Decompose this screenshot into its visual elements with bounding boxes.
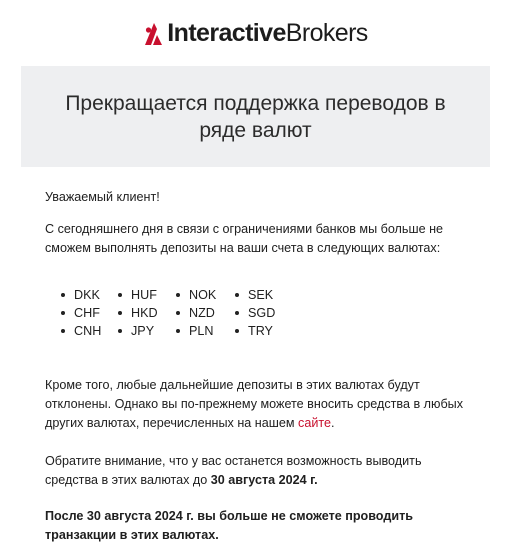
- currency-code: HKD: [131, 305, 158, 320]
- currency-item: [176, 286, 235, 304]
- brand-name-light: Brokers: [285, 18, 368, 47]
- bullet-icon: [176, 329, 180, 333]
- currency-item: [118, 304, 176, 322]
- bullet-icon: [118, 329, 122, 333]
- withdrawal-paragraph: [45, 452, 475, 490]
- hero-banner: [21, 66, 490, 167]
- brand-logo[interactable]: [143, 20, 367, 46]
- currency-code: DKK: [74, 287, 100, 302]
- bullet-icon: [118, 293, 122, 297]
- withdrawal-deadline: 30 августа 2024 г.: [210, 473, 318, 487]
- currency-item: [118, 322, 176, 340]
- currency-code: JPY: [131, 323, 155, 338]
- currency-code: CHF: [74, 305, 100, 320]
- currency-item: [61, 304, 118, 322]
- currency-code: TRY: [248, 323, 273, 338]
- bullet-icon: [235, 329, 239, 333]
- currency-item: [176, 322, 235, 340]
- bullet-icon: [176, 311, 180, 315]
- currency-code: NZD: [189, 305, 215, 320]
- website-link[interactable]: сайте: [298, 416, 331, 430]
- bullet-icon: [118, 311, 122, 315]
- currency-code: NOK: [189, 287, 217, 302]
- rejection-paragraph: [45, 376, 475, 433]
- currency-item: [61, 322, 118, 340]
- currency-code: SEK: [248, 287, 274, 302]
- brand-wordmark: [167, 18, 368, 47]
- message-body: [45, 188, 475, 545]
- currency-item: [176, 304, 235, 322]
- greeting: Уважаемый клиент!: [45, 190, 160, 204]
- currency-code: SGD: [248, 305, 276, 320]
- rejection-text: Кроме того, любые дальнейшие депозиты в этих валютах будут отклонены. Однако вы по-прежнему можете вносить средства в любых других валютах, перечисленных на нашем: [45, 378, 464, 430]
- bullet-icon: [176, 293, 180, 297]
- brand-name-strong: Interactive: [167, 18, 286, 47]
- currency-list: [61, 286, 475, 340]
- withdrawal-text: Обратите внимание, что у вас останется возможность выводить средства в этих валютах до: [45, 454, 422, 487]
- final-notice: После 30 августа 2024 г. вы больше не сможете проводить транзакции в этих валютах.: [45, 509, 413, 542]
- currency-code: PLN: [189, 323, 214, 338]
- bullet-icon: [61, 329, 65, 333]
- rejection-text-end: .: [331, 416, 335, 430]
- currency-code: CNH: [74, 323, 102, 338]
- logo-bar: [0, 0, 511, 66]
- currency-item: [235, 286, 295, 304]
- currency-item: [235, 322, 295, 340]
- bullet-icon: [235, 311, 239, 315]
- bullet-icon: [61, 293, 65, 297]
- page-title: Прекращается поддержка переводов в ряде валют: [65, 91, 446, 142]
- currency-item: [118, 286, 176, 304]
- interactive-brokers-logo-icon: [143, 20, 163, 46]
- intro-paragraph: С сегодняшнего дня в связи с ограничениями банков мы больше не сможем выполнять депозиты на ваши счета в следующих валютах:: [45, 222, 444, 255]
- bullet-icon: [61, 311, 65, 315]
- bullet-icon: [235, 293, 239, 297]
- currency-code: HUF: [131, 287, 157, 302]
- currency-item: [61, 286, 118, 304]
- currency-item: [235, 304, 295, 322]
